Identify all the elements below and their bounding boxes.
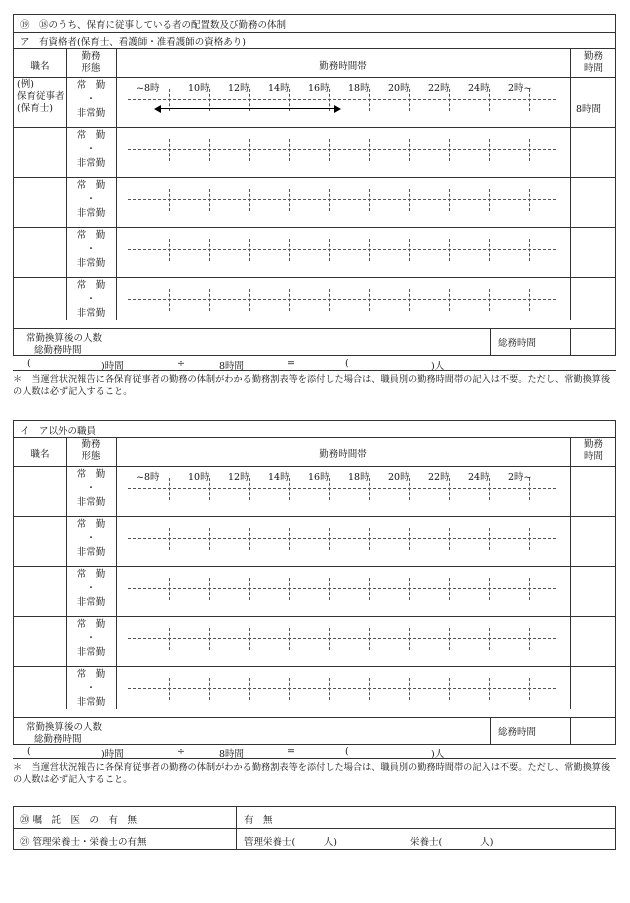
- full-time-label: 常 勤: [76, 230, 106, 241]
- total-hours-i: 総務時間: [498, 727, 537, 738]
- table-20-21: [13, 806, 616, 850]
- formula-a: ( )時間 ÷ 8時間 = ( )人: [27, 358, 445, 372]
- full-time-label: 常 勤: [76, 130, 106, 141]
- table-i-title: イ ア以外の職員: [20, 426, 97, 437]
- part-time-label: 非常勤: [76, 547, 106, 558]
- employment-form: [66, 179, 116, 221]
- section20-label: ⑳ 嘱 託 医 の 有 無: [20, 815, 138, 826]
- dot-label: ・: [86, 94, 96, 105]
- dot-label: ・: [86, 533, 96, 544]
- section21-label: ㉑ 管理栄養士・栄養士の有無: [20, 837, 147, 848]
- dot-label: ・: [86, 483, 96, 494]
- part-time-label: 非常勤: [76, 647, 106, 658]
- full-time-label: 常 勤: [76, 280, 106, 291]
- section21-value2: 栄養士( 人): [410, 837, 494, 848]
- total-hours-a: 総務時間: [498, 338, 537, 349]
- full-time-label: 常 勤: [76, 80, 106, 91]
- employment-form: [66, 668, 116, 710]
- full-time-label: 常 勤: [76, 669, 106, 680]
- employment-form: [66, 618, 116, 660]
- dot-label: ・: [86, 683, 96, 694]
- full-time-label: 常 勤: [76, 569, 106, 580]
- col-band-header-i: 勤務時間帯: [319, 449, 367, 460]
- footer-a-line2: 総勤務時間: [34, 345, 82, 356]
- part-time-label: 非常勤: [76, 597, 106, 608]
- col-form-header-i: 勤務 形態: [81, 439, 101, 462]
- col-form-header: 勤務 形態: [81, 51, 101, 74]
- employment-form: [66, 129, 116, 171]
- example-arrow-left: [154, 105, 161, 113]
- full-time-label: 常 勤: [76, 180, 106, 191]
- dot-label: ・: [86, 583, 96, 594]
- employment-form: [66, 79, 116, 121]
- col-hours-header: 勤務 時間: [583, 51, 603, 74]
- note-a: ＊ 当運営状況報告に各保育従事者の勤務の体制がわかる勤務割表等を添付した場合は、職員別の勤務時間帯の記入は不要。ただし、常勤換算後の人数は必ず記入すること。: [13, 374, 611, 397]
- example-arrow: [160, 108, 334, 109]
- col-role-header: 職名: [30, 61, 50, 72]
- table-a: [13, 14, 616, 356]
- part-time-label: 非常勤: [76, 208, 106, 219]
- example-arrow-right: [334, 105, 341, 113]
- dot-label: ・: [86, 633, 96, 644]
- part-time-label: 非常勤: [76, 158, 106, 169]
- example-hours: 8時間: [576, 104, 602, 115]
- section21-value1: 管理栄養士( 人): [244, 837, 337, 848]
- footer-i-line1: 常勤換算後の人数: [26, 722, 103, 733]
- dot-label: ・: [86, 144, 96, 155]
- full-time-label: 常 勤: [76, 619, 106, 630]
- full-time-label: 常 勤: [76, 519, 106, 530]
- dot-label: ・: [86, 194, 96, 205]
- employment-form: [66, 468, 116, 510]
- example-role: (例) 保育従事者(保育士): [17, 79, 65, 114]
- part-time-label: 非常勤: [76, 258, 106, 269]
- dot-label: ・: [86, 244, 96, 255]
- time-ticks-i: ~8時 10時 12時 14時 16時 18時 20時 22時 24時 2時~: [136, 472, 532, 483]
- time-ticks-a: ~8時 10時 12時 14時 16時 18時 20時 22時 24時 2時~: [136, 83, 532, 94]
- employment-form: [66, 279, 116, 321]
- formula-i: ( )時間 ÷ 8時間 = ( )人: [27, 746, 445, 760]
- employment-form: [66, 518, 116, 560]
- part-time-label: 非常勤: [76, 497, 106, 508]
- part-time-label: 非常勤: [76, 108, 106, 119]
- col-role-header-i: 職名: [30, 449, 50, 460]
- employment-form: [66, 229, 116, 271]
- footer-i-line2: 総勤務時間: [34, 734, 82, 745]
- col-hours-header-i: 勤務 時間: [583, 439, 603, 462]
- table-i: [13, 420, 616, 745]
- employment-form: [66, 568, 116, 610]
- note-i: ＊ 当運営状況報告に各保育従事者の勤務の体制がわかる勤務割表等を添付した場合は、職員別の勤務時間帯の記入は不要。ただし、常勤換算後の人数は必ず記入すること。: [13, 762, 611, 785]
- col-band-header: 勤務時間帯: [319, 61, 367, 72]
- table-a-title: ア 有資格者(保育士、看護師・准看護師の資格あり): [20, 37, 246, 48]
- section20-value: 有 無: [244, 815, 273, 826]
- section19-heading: ⑲ ⑱のうち、保育に従事している者の配置数及び勤務の体制: [20, 20, 287, 31]
- part-time-label: 非常勤: [76, 697, 106, 708]
- full-time-label: 常 勤: [76, 469, 106, 480]
- dot-label: ・: [86, 294, 96, 305]
- part-time-label: 非常勤: [76, 308, 106, 319]
- footer-a-line1: 常勤換算後の人数: [26, 333, 103, 344]
